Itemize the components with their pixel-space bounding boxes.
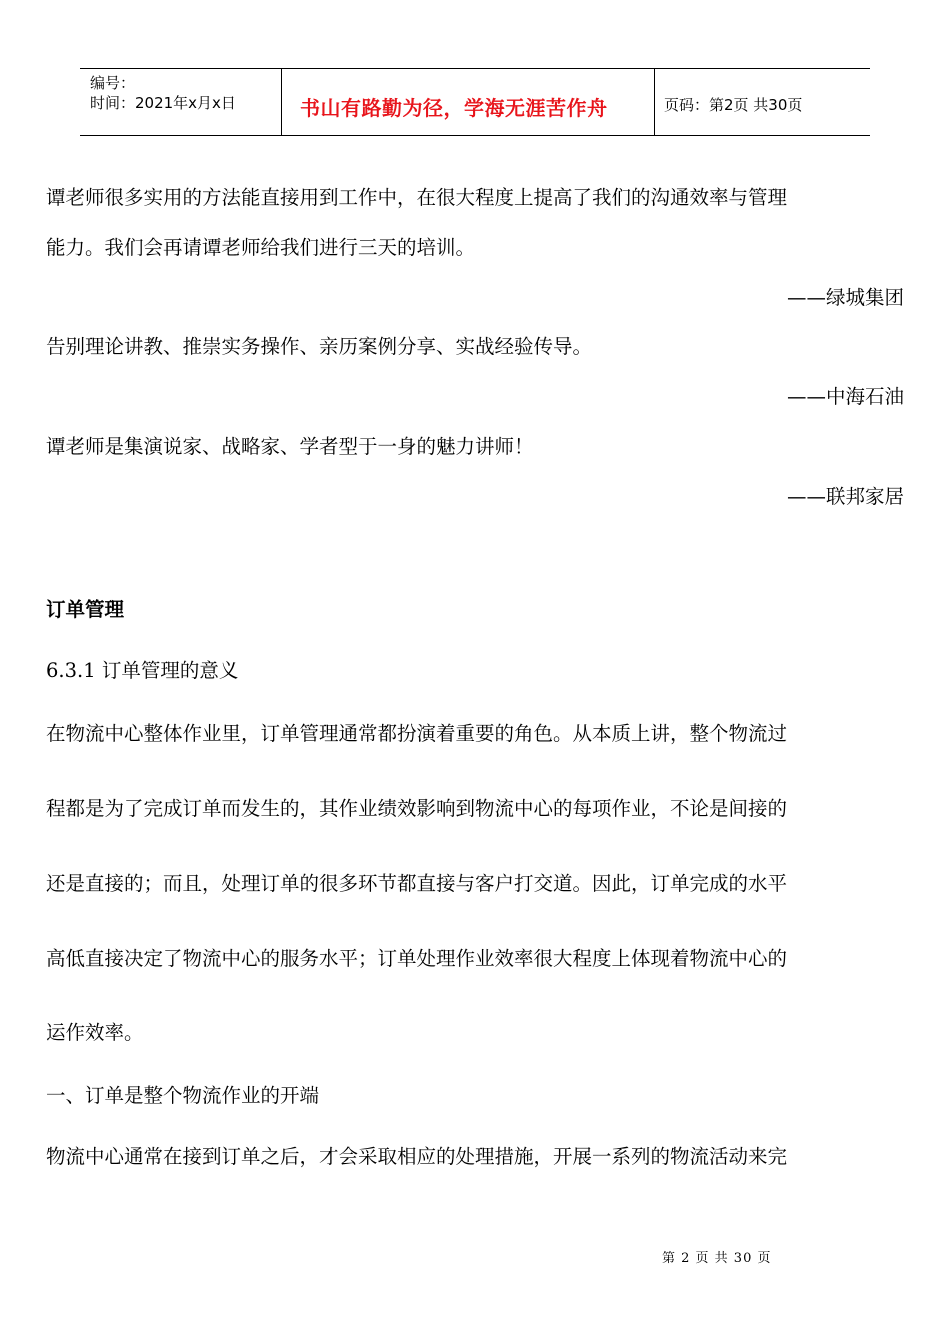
section-subtitle: 6.3.1 订单管理的意义 xyxy=(46,659,239,682)
testimonial-3-line-1: 谭老师是集演说家、战略家、学者型于一身的魅力讲师！ xyxy=(46,435,534,458)
footer-page-number: 第 2 页 共 30 页 xyxy=(662,1251,772,1266)
section-title: 订单管理 xyxy=(46,598,125,621)
paragraph-line-3: 还是直接的；而且，处理订单的很多环节都直接与客户打交道。因此，订单完成的水平 xyxy=(46,872,788,895)
header-divider-1 xyxy=(281,68,282,136)
testimonial-3-source: ——联邦家居 xyxy=(786,485,904,508)
point-line-1: 物流中心通常在接到订单之后，才会采取相应的处理措施，开展一系列的物流活动来完 xyxy=(46,1145,788,1168)
paragraph-line-5: 运作效率。 xyxy=(46,1021,144,1044)
testimonial-1-source: ——绿城集团 xyxy=(786,286,904,309)
header-top-border xyxy=(80,68,870,69)
paragraph-line-1: 在物流中心整体作业里，订单管理通常都扮演着重要的角色。从本质上讲，整个物流过 xyxy=(46,722,788,745)
point-title: 一、订单是整个物流作业的开端 xyxy=(46,1084,320,1107)
header-bottom-border xyxy=(80,135,870,136)
paragraph-line-4: 高低直接决定了物流中心的服务水平；订单处理作业效率很大程度上体现着物流中心的 xyxy=(46,947,788,970)
testimonial-2-source: ——中海石油 xyxy=(786,385,904,408)
paragraph-line-2: 程都是为了完成订单而发生的，其作业绩效影响到物流中心的每项作业，不论是间接的 xyxy=(46,797,788,820)
header-number-label: 编号： xyxy=(90,74,136,92)
header-motto: 书山有路勤为径，学海无涯苦作舟 xyxy=(300,96,608,120)
header-divider-2 xyxy=(654,68,655,136)
header-date-label: 时间：2021年x月x日 xyxy=(90,94,236,112)
testimonial-1-line-2: 能力。我们会再请谭老师给我们进行三天的培训。 xyxy=(46,236,476,259)
header-page-info: 页码：第2页 共30页 xyxy=(664,96,803,114)
testimonial-1-line-1: 谭老师很多实用的方法能直接用到工作中，在很大程度上提高了我们的沟通效率与管理 xyxy=(46,186,788,209)
testimonial-2-line-1: 告别理论讲教、推崇实务操作、亲历案例分享、实战经验传导。 xyxy=(46,335,593,358)
